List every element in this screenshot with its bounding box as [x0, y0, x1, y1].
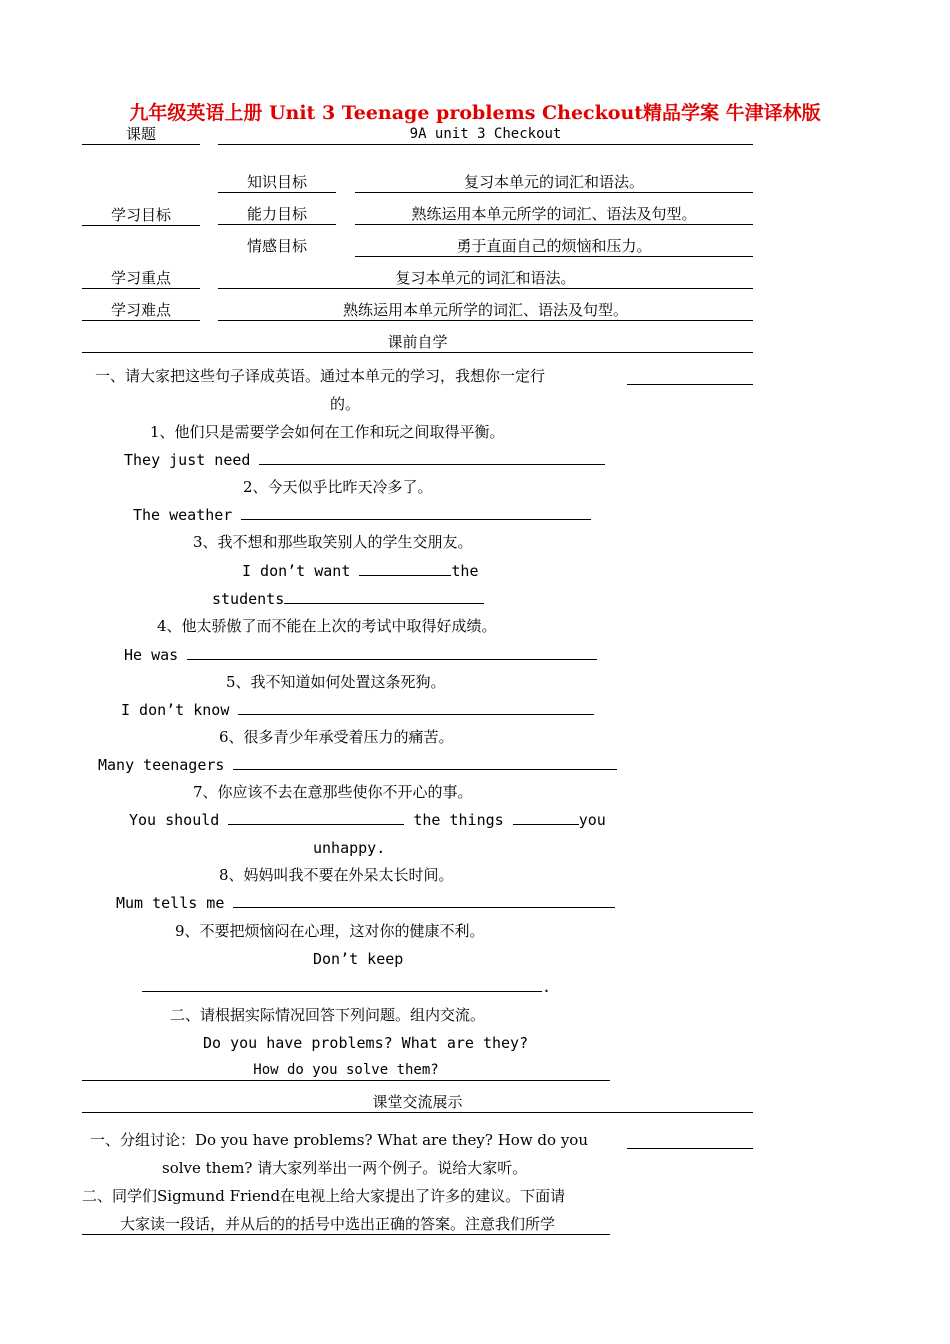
- classroom-heading: 课堂交流展示: [82, 1092, 753, 1113]
- item-8-chinese: 8、妈妈叫我不要在外呆太长时间。: [219, 866, 454, 884]
- item-6-english: Many teenagers: [98, 755, 617, 775]
- answer-line: [627, 1148, 753, 1149]
- focus-label: 学习重点: [82, 268, 200, 289]
- part2-heading: 二、请根据实际情况回答下列问题。组内交流。: [170, 1006, 486, 1024]
- document-title: 九年级英语上册 Unit 3 Teenage problems Checkout精品学案 牛津译林版: [129, 102, 821, 124]
- item-9-chinese: 9、不要把烦恼闷在心理，这对你的健康不利。: [175, 922, 485, 940]
- part2-question-2: How do you solve them?: [82, 1060, 610, 1081]
- difficulty-label: 学习难点: [82, 300, 200, 321]
- item-2-chinese: 2、今天似乎比昨天冷多了。: [243, 478, 433, 496]
- focus-value: 复习本单元的词汇和语法。: [218, 268, 753, 289]
- item-7-english: You should the things you: [129, 811, 606, 829]
- topic-label: 课题: [82, 124, 200, 145]
- item-3-english-a: I don’t want the: [242, 562, 479, 580]
- goal-ability-label: 能力目标: [218, 204, 336, 225]
- classroom-item-2-line1: 二、同学们Sigmund Friend在电视上给大家提出了许多的建议。下面请: [82, 1187, 566, 1205]
- item-9-blank[interactable]: [142, 977, 542, 992]
- item-4-english: He was: [124, 645, 597, 665]
- item-6-chinese: 6、很多青少年承受着压力的痛苦。: [219, 728, 454, 746]
- topic-value: 9A unit 3 Checkout: [218, 124, 753, 145]
- item-1-english: They just need: [124, 450, 605, 470]
- goal-knowledge-value: 复习本单元的词汇和语法。: [355, 172, 753, 193]
- goal-ability-value: 熟练运用本单元所学的词汇、语法及句型。: [355, 204, 753, 225]
- item-1-chinese: 1、他们只是需要学会如何在工作和玩之间取得平衡。: [150, 423, 505, 441]
- item-2-blank[interactable]: [241, 505, 591, 520]
- difficulty-value: 熟练运用本单元所学的词汇、语法及句型。: [218, 300, 753, 321]
- item-7-chinese: 7、你应该不去在意那些使你不开心的事。: [193, 783, 473, 801]
- item-3-chinese: 3、我不想和那些取笑别人的学生交朋友。: [193, 533, 473, 551]
- goals-label: 学习目标: [82, 205, 200, 226]
- item-3-english-b: students: [212, 589, 484, 609]
- item-8-english: Mum tells me: [116, 893, 615, 913]
- item-4-blank[interactable]: [187, 645, 597, 660]
- part2-question-1: Do you have problems? What are they?: [203, 1034, 529, 1052]
- preview-instruction-line1: 一、请大家把这些句子译成英语。通过本单元的学习，我想你一定行: [95, 367, 546, 385]
- item-5-blank[interactable]: [238, 700, 594, 715]
- answer-line: [627, 384, 753, 385]
- item-3-blank-1[interactable]: [359, 561, 451, 576]
- item-5-chinese: 5、我不知道如何处置这条死狗。: [226, 673, 446, 691]
- preview-heading: 课前自学: [82, 332, 753, 353]
- item-2-english: The weather: [133, 505, 591, 525]
- item-3-blank-2[interactable]: [284, 589, 484, 604]
- preview-instruction-line2: 的。: [330, 395, 361, 413]
- item-6-blank[interactable]: [233, 755, 617, 770]
- goal-emotion-value: 勇于直面自己的烦恼和压力。: [355, 236, 753, 257]
- item-9-english: Don’t keep: [313, 950, 404, 968]
- item-5-english: I don’t know: [121, 700, 594, 720]
- item-4-chinese: 4、他太骄傲了而不能在上次的考试中取得好成绩。: [157, 617, 497, 635]
- item-7-blank-1[interactable]: [228, 810, 404, 825]
- item-7-blank-2[interactable]: [513, 810, 579, 825]
- item-9-blank-line: .: [142, 977, 551, 997]
- classroom-item-1-line1: 一、分组讨论：Do you have problems? What are they? How do you: [90, 1131, 589, 1149]
- classroom-item-2-line2: 大家读一段话，并从后的的括号中选出正确的答案。注意我们所学: [82, 1214, 610, 1235]
- goal-knowledge-label: 知识目标: [218, 172, 336, 193]
- item-7-english-end: unhappy.: [313, 839, 386, 857]
- classroom-item-1-line2: solve them? 请大家列举出一两个例子。说给大家听。: [162, 1159, 528, 1177]
- item-1-blank[interactable]: [259, 450, 605, 465]
- goal-emotion-label: 情感目标: [246, 237, 307, 255]
- item-8-blank[interactable]: [233, 893, 615, 908]
